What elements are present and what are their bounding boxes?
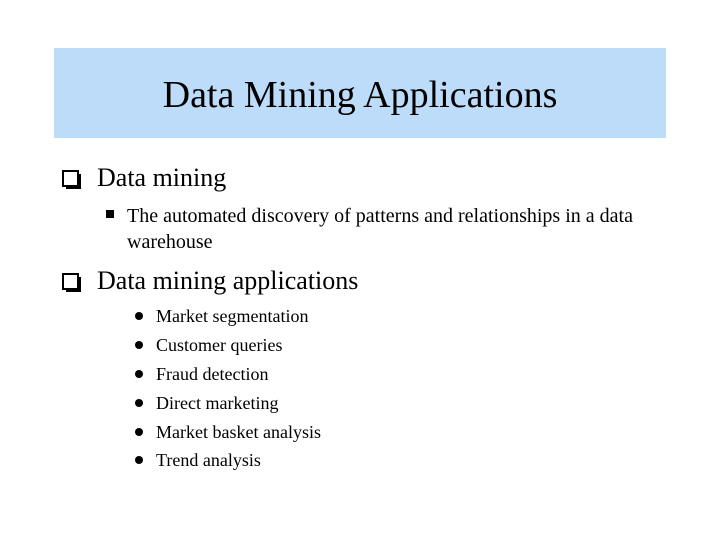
list-item — [135, 302, 321, 331]
filled-circle-icon — [135, 341, 143, 349]
sub-bullet-definition — [106, 203, 667, 255]
list-item — [135, 417, 321, 446]
bullet-data-mining — [62, 163, 226, 193]
checkbox-square-icon — [62, 273, 79, 290]
list-item — [135, 446, 321, 475]
list-item-text: Trend analysis — [156, 450, 261, 471]
bullet-applications — [62, 266, 358, 296]
applications-list — [135, 302, 321, 475]
list-item — [135, 388, 321, 417]
checkbox-square-icon — [62, 170, 79, 187]
filled-circle-icon — [135, 428, 143, 436]
list-item — [135, 331, 321, 360]
filled-circle-icon — [135, 370, 143, 378]
filled-circle-icon — [135, 312, 143, 320]
list-item-text: Direct marketing — [156, 392, 279, 413]
list-item — [135, 360, 321, 389]
filled-circle-icon — [135, 456, 143, 464]
filled-square-icon — [106, 210, 114, 218]
sub-bullet-text: The automated discovery of patterns and relationships in a data warehouse — [127, 205, 633, 253]
bullet-text: Data mining — [97, 163, 227, 192]
list-item-text: Customer queries — [156, 335, 283, 356]
slide-title: Data Mining Applications — [162, 74, 558, 116]
filled-circle-icon — [135, 399, 143, 407]
list-item-text: Fraud detection — [156, 363, 269, 384]
list-item-text: Market segmentation — [156, 306, 309, 327]
title-banner — [54, 48, 666, 138]
list-item-text: Market basket analysis — [156, 421, 321, 442]
bullet-text: Data mining applications — [97, 266, 359, 295]
